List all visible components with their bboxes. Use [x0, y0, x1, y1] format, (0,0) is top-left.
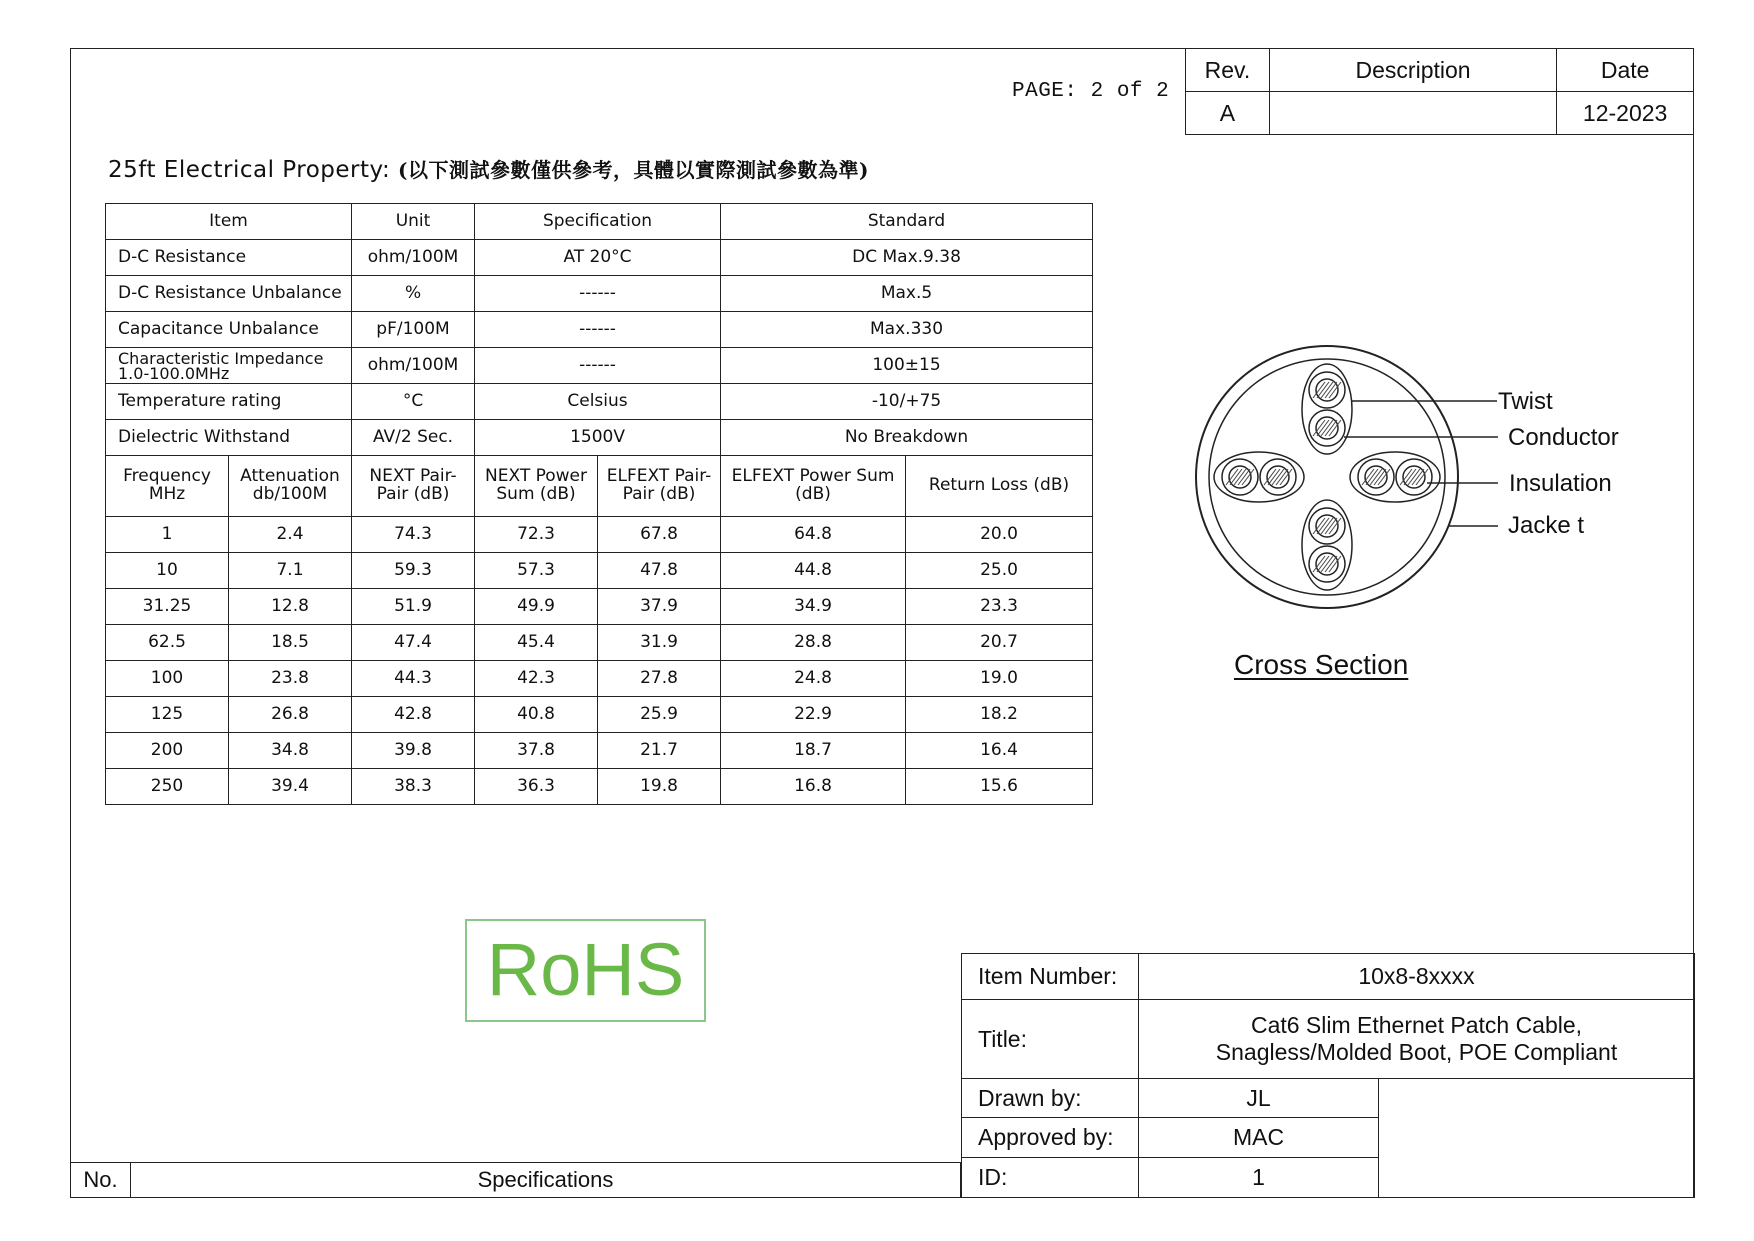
- frequency-column-header: Return Loss (dB): [906, 456, 1093, 517]
- frequency-cell: 18.7: [721, 733, 906, 769]
- frequency-cell: 27.8: [598, 661, 721, 697]
- frequency-cell: 31.25: [106, 589, 229, 625]
- title-block: [961, 953, 1695, 1198]
- spec-unit: pF/100M: [352, 312, 475, 348]
- frequency-cell: 34.8: [229, 733, 352, 769]
- spec-header-row: [106, 204, 1093, 240]
- frequency-cell: 47.8: [598, 553, 721, 589]
- frequency-cell: 18.5: [229, 625, 352, 661]
- description-value: [1269, 92, 1556, 135]
- frequency-cell: 42.3: [475, 661, 598, 697]
- frequency-cell: 23.3: [906, 589, 1093, 625]
- spec-standard: 100±15: [721, 348, 1093, 384]
- frequency-row: [106, 661, 1093, 697]
- frequency-cell: 200: [106, 733, 229, 769]
- cross-section-caption: Cross Section: [1234, 649, 1409, 680]
- title-block-empty-cell: [1379, 1079, 1695, 1198]
- specification-header: Specification: [475, 204, 721, 240]
- item-number-label: Item Number:: [962, 954, 1139, 1000]
- frequency-cell: 19.0: [906, 661, 1093, 697]
- approved-by-label: Approved by:: [962, 1118, 1139, 1158]
- frequency-cell: 37.8: [475, 733, 598, 769]
- frequency-cell: 12.8: [229, 589, 352, 625]
- spec-item: Capacitance Unbalance: [106, 312, 352, 348]
- frequency-cell: 16.4: [906, 733, 1093, 769]
- spec-specification: ------: [475, 276, 721, 312]
- spec-unit: °C: [352, 384, 475, 420]
- insulation-label: Insulation: [1509, 470, 1612, 497]
- frequency-cell: 24.8: [721, 661, 906, 697]
- frequency-row: [106, 589, 1093, 625]
- spec-item: D-C Resistance Unbalance: [106, 276, 352, 312]
- spec-item: Dielectric Withstand: [106, 420, 352, 456]
- frequency-cell: 20.0: [906, 517, 1093, 553]
- frequency-cell: 21.7: [598, 733, 721, 769]
- section-heading: [108, 154, 869, 183]
- frequency-column-header: Attenuation db/100M: [229, 456, 352, 517]
- frequency-cell: 40.8: [475, 697, 598, 733]
- electrical-spec-table: [105, 203, 1093, 805]
- item-number-value: 10x8-8xxxx: [1139, 954, 1695, 1000]
- pair-twist-outline: [1302, 500, 1352, 590]
- frequency-cell: 36.3: [475, 769, 598, 805]
- frequency-cell: 100: [106, 661, 229, 697]
- spec-item: Temperature rating: [106, 384, 352, 420]
- title-label: Title:: [962, 1000, 1139, 1079]
- standard-header: Standard: [721, 204, 1093, 240]
- description-header: Description: [1269, 49, 1556, 92]
- frequency-cell: 16.8: [721, 769, 906, 805]
- frequency-cell: 37.9: [598, 589, 721, 625]
- frequency-cell: 23.8: [229, 661, 352, 697]
- page-label: PAGE: 2 of 2: [1012, 80, 1170, 103]
- frequency-cell: 38.3: [352, 769, 475, 805]
- date-header: Date: [1557, 49, 1694, 92]
- frequency-cell: 15.6: [906, 769, 1093, 805]
- frequency-column-header: NEXT Pair-Pair (dB): [352, 456, 475, 517]
- frequency-cell: 125: [106, 697, 229, 733]
- frequency-cell: 25.0: [906, 553, 1093, 589]
- twisted-pairs: [1214, 364, 1440, 590]
- frequency-column-header: NEXT Power Sum (dB): [475, 456, 598, 517]
- item-header: Item: [106, 204, 352, 240]
- frequency-cell: 22.9: [721, 697, 906, 733]
- spec-specification: 1500V: [475, 420, 721, 456]
- footer-table: [70, 1162, 961, 1198]
- frequency-cell: 31.9: [598, 625, 721, 661]
- frequency-cell: 51.9: [352, 589, 475, 625]
- frequency-cell: 18.2: [906, 697, 1093, 733]
- cross-section-drawing: [1180, 330, 1620, 630]
- title-line-2: Snagless/Molded Boot, POE Compliant: [1215, 1039, 1618, 1065]
- specifications-label: Specifications: [130, 1163, 960, 1198]
- frequency-cell: 59.3: [352, 553, 475, 589]
- frequency-cell: 44.8: [721, 553, 906, 589]
- no-label: No.: [71, 1163, 131, 1198]
- frequency-row: [106, 625, 1093, 661]
- spec-unit: ohm/100M: [352, 348, 475, 384]
- drawn-by-value: JL: [1139, 1079, 1379, 1118]
- frequency-cell: 28.8: [721, 625, 906, 661]
- frequency-cell: 26.8: [229, 697, 352, 733]
- frequency-cell: 42.8: [352, 697, 475, 733]
- twist-label: Twist: [1498, 388, 1553, 415]
- spec-specification: AT 20°C: [475, 240, 721, 276]
- spec-specification: Celsius: [475, 384, 721, 420]
- frequency-cell: 74.3: [352, 517, 475, 553]
- frequency-column-header: Frequency MHz: [106, 456, 229, 517]
- spec-row: [106, 384, 1093, 420]
- rohs-mark: RoHS: [465, 919, 706, 1022]
- title-line-1: Cat6 Slim Ethernet Patch Cable,: [1250, 1012, 1583, 1038]
- spec-standard: DC Max.9.38: [721, 240, 1093, 276]
- spec-row: [106, 348, 1093, 384]
- heading-text: 25ft Electrical Property:: [108, 157, 391, 183]
- frequency-column-header: ELFEXT Power Sum (dB): [721, 456, 906, 517]
- spec-row: [106, 420, 1093, 456]
- frequency-cell: 2.4: [229, 517, 352, 553]
- spec-unit: ohm/100M: [352, 240, 475, 276]
- frequency-cell: 72.3: [475, 517, 598, 553]
- spec-row: [106, 276, 1093, 312]
- frequency-cell: 62.5: [106, 625, 229, 661]
- frequency-cell: 44.3: [352, 661, 475, 697]
- pair-twist-outline: [1214, 452, 1304, 502]
- frequency-row: [106, 553, 1093, 589]
- spec-standard: No Breakdown: [721, 420, 1093, 456]
- frequency-row: [106, 733, 1093, 769]
- frequency-cell: 39.8: [352, 733, 475, 769]
- spec-item: D-C Resistance: [106, 240, 352, 276]
- frequency-column-header: ELFEXT Pair-Pair (dB): [598, 456, 721, 517]
- spec-standard: -10/+75: [721, 384, 1093, 420]
- frequency-header-row: [106, 456, 1093, 517]
- jacket-label: Jacke t: [1508, 512, 1585, 539]
- frequency-cell: 7.1: [229, 553, 352, 589]
- spec-row: [106, 240, 1093, 276]
- frequency-cell: 64.8: [721, 517, 906, 553]
- revision-table: [1185, 48, 1694, 135]
- spec-standard: Max.5: [721, 276, 1093, 312]
- id-value: 1: [1139, 1158, 1379, 1198]
- title-value: [1139, 1000, 1695, 1079]
- spec-standard: Max.330: [721, 312, 1093, 348]
- frequency-cell: 20.7: [906, 625, 1093, 661]
- frequency-cell: 45.4: [475, 625, 598, 661]
- spec-unit: AV/2 Sec.: [352, 420, 475, 456]
- spec-specification: ------: [475, 312, 721, 348]
- heading-note: (以下測試參數僅供參考，具體以實際測試參數為準): [398, 158, 869, 182]
- date-value: 12-2023: [1557, 92, 1694, 135]
- frequency-row: [106, 697, 1093, 733]
- frequency-cell: 67.8: [598, 517, 721, 553]
- frequency-cell: 47.4: [352, 625, 475, 661]
- unit-header: Unit: [352, 204, 475, 240]
- frequency-row: [106, 769, 1093, 805]
- frequency-cell: 1: [106, 517, 229, 553]
- frequency-cell: 39.4: [229, 769, 352, 805]
- approved-by-value: MAC: [1139, 1118, 1379, 1158]
- frequency-cell: 25.9: [598, 697, 721, 733]
- id-label: ID:: [962, 1158, 1139, 1198]
- spec-row: [106, 312, 1093, 348]
- spec-specification: ------: [475, 348, 721, 384]
- conductor-label: Conductor: [1508, 424, 1619, 451]
- spec-unit: %: [352, 276, 475, 312]
- rev-header: Rev.: [1186, 49, 1270, 92]
- frequency-cell: 49.9: [475, 589, 598, 625]
- drawn-by-label: Drawn by:: [962, 1079, 1139, 1118]
- spec-item: Characteristic Impedance 1.0-100.0MHz: [106, 348, 352, 384]
- pair-twist-outline: [1350, 452, 1440, 502]
- frequency-cell: 10: [106, 553, 229, 589]
- frequency-row: [106, 517, 1093, 553]
- frequency-cell: 250: [106, 769, 229, 805]
- rev-value: A: [1186, 92, 1270, 135]
- frequency-cell: 19.8: [598, 769, 721, 805]
- frequency-cell: 57.3: [475, 553, 598, 589]
- pair-twist-outline: [1302, 364, 1352, 454]
- frequency-cell: 34.9: [721, 589, 906, 625]
